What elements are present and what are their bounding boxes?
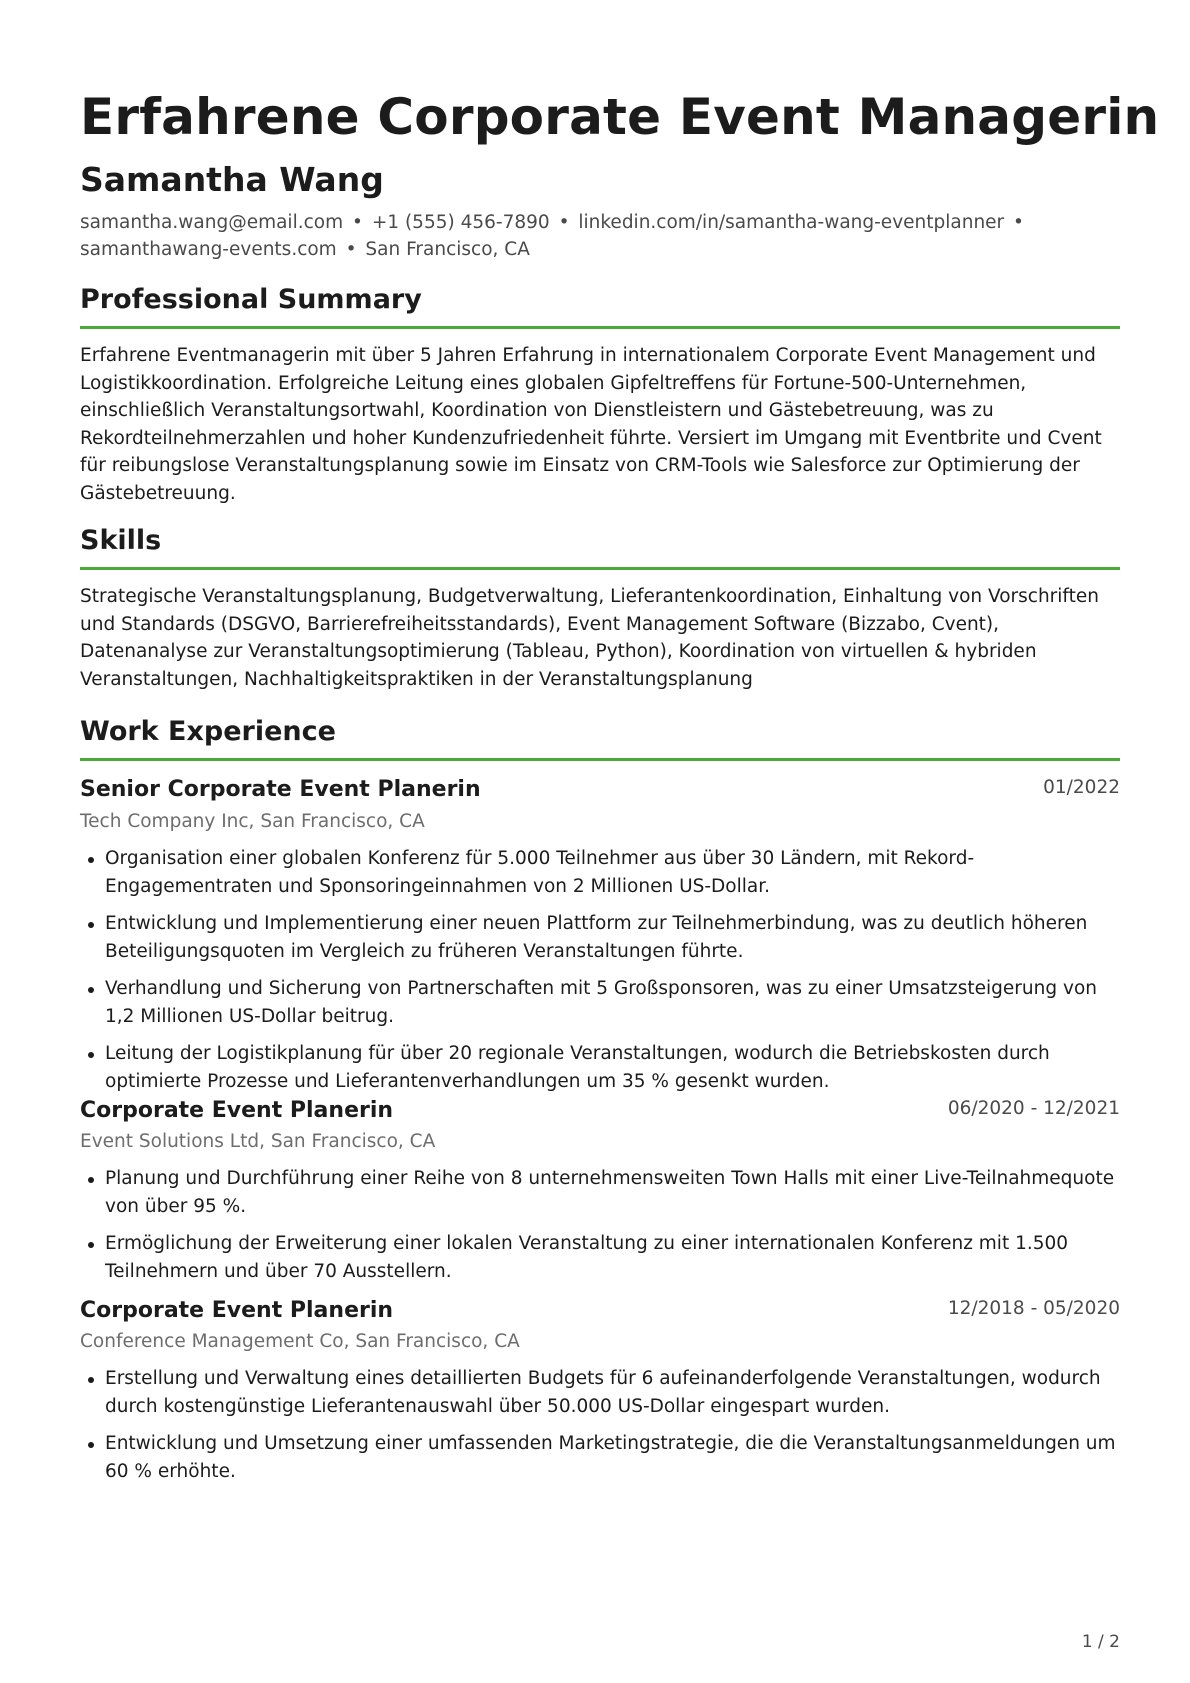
job-date: 12/2018 - 05/2020 <box>947 1298 1120 1319</box>
job-company: Event Solutions Ltd, San Francisco, CA <box>80 1131 436 1152</box>
skills-text: Strategische Veranstaltungsplanung, Budgetverwaltung, Lieferantenkoordination, Einhaltung von Vorschriften und Standards (DSGVO, Barrierefreiheitsstandards), Event Management Software (Bizzabo, Cvent), Datenanalyse zur Veranstaltungsoptimierung (Tableau, Python), Koordination von virtuellen & hybriden Veranstaltungen, Nachhaltigkeitspraktiken in der Veranstaltungsplanung <box>80 586 1099 690</box>
job-bullets <box>80 1365 1120 1495</box>
resume-title: Erfahrene Corporate Event Managerin <box>80 88 1160 146</box>
job-title: Corporate Event Planerin <box>80 1298 394 1323</box>
contact-website[interactable]: samanthawang-events.com <box>80 239 337 260</box>
contact-separator: • <box>558 212 570 233</box>
page-number: 1 / 2 <box>1081 1632 1120 1652</box>
list-item: Entwicklung und Implementierung einer neuen Plattform zur Teilnehmerbindung, was zu deutlich höheren Beteiligungsquoten im Vergleich zu früheren Veranstaltungen führte. <box>80 910 1120 965</box>
contact-line <box>80 209 1080 263</box>
contact-location: San Francisco, CA <box>365 239 530 260</box>
summary-heading: Professional Summary <box>80 280 1120 329</box>
contact-separator: • <box>1013 212 1024 233</box>
job-bullets <box>80 1165 1120 1295</box>
list-item: Entwicklung und Umsetzung einer umfassenden Marketingstrategie, die die Veranstaltungsanmeldungen um 60 % erhöhte. <box>80 1430 1120 1485</box>
contact-separator: • <box>345 239 357 260</box>
experience-heading: Work Experience <box>80 712 1120 761</box>
contact-email[interactable]: samantha.wang@email.com <box>80 212 344 233</box>
job-bullets <box>80 845 1120 1105</box>
job-date: 01/2022 <box>1043 777 1120 798</box>
skills-heading: Skills <box>80 521 1120 570</box>
contact-linkedin[interactable]: linkedin.com/in/samantha-wang-eventplanner <box>578 212 1005 233</box>
job-company: Conference Management Co, San Francisco, CA <box>80 1331 520 1352</box>
candidate-name: Samantha Wang <box>80 160 384 199</box>
list-item: Verhandlung und Sicherung von Partnerschaften mit 5 Großsponsoren, was zu einer Umsatzsteigerung von 1,2 Millionen US-Dollar beitrug. <box>80 975 1120 1030</box>
job-title: Corporate Event Planerin <box>80 1098 394 1123</box>
list-item: Planung und Durchführung einer Reihe von 8 unternehmensweiten Town Halls mit einer Live-Teilnahmequote von über 95 %. <box>80 1165 1120 1220</box>
resume-page <box>80 0 1160 1683</box>
job-date: 06/2020 - 12/2021 <box>947 1098 1120 1119</box>
summary-text: Erfahrene Eventmanagerin mit über 5 Jahren Erfahrung in internationalem Corporate Event Management und Logistikkoordination. Erfolgreiche Leitung eines globalen Gipfeltreffens für Fortune-500-Unternehmen, einschließlich Veranstaltungsortwahl, Koordination von Dienstleistern und Gästebetreuung, was zu Rekordteilnehmerzahlen und hoher Kundenzufriedenheit führte. Versiert im Umgang mit Eventbrite und Cvent für reibungslose Veranstaltungsplanung sowie im Einsatz von CRM-Tools wie Salesforce zur Optimierung der Gästebetreuung. <box>80 345 1102 504</box>
list-item: Organisation einer globalen Konferenz für 5.000 Teilnehmer aus über 30 Ländern, mit Rekord-Engagementraten und Sponsoringeinnahmen von 2 Millionen US-Dollar. <box>80 845 1120 900</box>
list-item: Leitung der Logistikplanung für über 20 regionale Veranstaltungen, wodurch die Betriebskosten durch optimierte Prozesse und Lieferantenverhandlungen um 35 % gesenkt wurden. <box>80 1040 1120 1095</box>
job-title: Senior Corporate Event Planerin <box>80 777 481 802</box>
job-company: Tech Company Inc, San Francisco, CA <box>80 811 425 832</box>
list-item: Erstellung und Verwaltung eines detaillierten Budgets für 6 aufeinanderfolgende Veranstaltungen, wodurch durch kostengünstige Lieferantenauswahl über 50.000 US-Dollar eingespart wurden. <box>80 1365 1120 1420</box>
contact-phone[interactable]: +1 (555) 456-7890 <box>371 212 550 233</box>
list-item: Ermöglichung der Erweiterung einer lokalen Veranstaltung zu einer internationalen Konferenz mit 1.500 Teilnehmern und über 70 Ausstellern. <box>80 1230 1120 1285</box>
contact-separator: • <box>352 212 363 233</box>
